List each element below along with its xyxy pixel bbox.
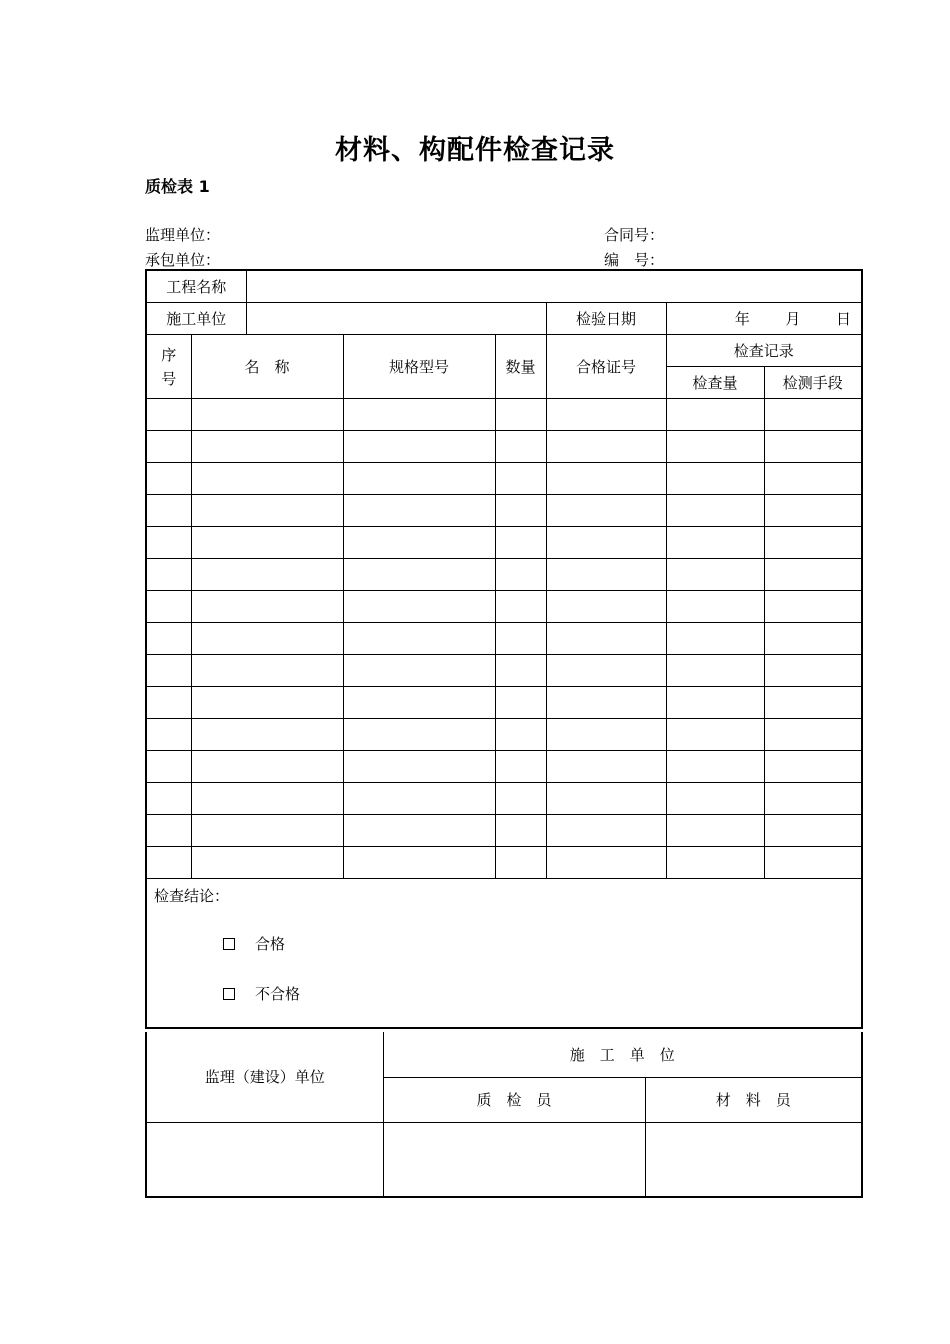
month-label: 月 [785, 310, 801, 328]
inspect-date-field[interactable] [666, 303, 862, 335]
construction-unit-header: 施 工 单 位 [383, 1032, 862, 1077]
table-row [146, 495, 862, 527]
fail-option-label: 不合格 [255, 985, 301, 1003]
col-qty-header: 数量 [495, 335, 546, 399]
inspection-table [145, 269, 863, 1029]
column-header-row-1 [146, 335, 862, 367]
table-cell[interactable] [191, 687, 343, 719]
table-cell[interactable] [546, 719, 666, 751]
day-label: 日 [836, 310, 852, 328]
table-cell[interactable] [546, 559, 666, 591]
fail-option[interactable] [223, 983, 300, 1004]
table-cell[interactable] [191, 815, 343, 847]
col-check-amount-header: 检查量 [666, 367, 764, 399]
table-cell[interactable] [343, 527, 495, 559]
table-cell[interactable] [764, 463, 862, 495]
serial-number-label: 编 号： [604, 251, 665, 269]
table-cell[interactable] [146, 527, 191, 559]
table-cell[interactable] [191, 399, 343, 431]
table-cell[interactable] [764, 815, 862, 847]
col-name-header: 名 称 [191, 335, 343, 399]
table-cell[interactable] [546, 623, 666, 655]
table-cell[interactable] [146, 687, 191, 719]
table-cell[interactable] [495, 463, 546, 495]
checkbox-icon[interactable] [223, 938, 235, 950]
table-cell[interactable] [666, 783, 764, 815]
table-cell[interactable] [764, 687, 862, 719]
table-row [146, 751, 862, 783]
supervisor-unit-label: 监理单位： [145, 226, 221, 244]
table-cell[interactable] [191, 559, 343, 591]
table-cell[interactable] [191, 847, 343, 879]
table-cell[interactable] [495, 559, 546, 591]
table-cell[interactable] [146, 431, 191, 463]
table-cell[interactable] [764, 719, 862, 751]
table-cell[interactable] [191, 783, 343, 815]
table-cell[interactable] [343, 495, 495, 527]
table-cell[interactable] [764, 847, 862, 879]
page-title: 材料、构配件检查记录 [335, 135, 615, 166]
table-row [146, 591, 862, 623]
col-cert-header: 合格证号 [546, 335, 666, 399]
table-cell[interactable] [495, 399, 546, 431]
table-cell[interactable] [191, 655, 343, 687]
table-row [146, 655, 862, 687]
table-cell[interactable] [666, 399, 764, 431]
project-name-label: 工程名称 [146, 270, 246, 303]
table-cell[interactable] [546, 655, 666, 687]
table-cell[interactable] [764, 495, 862, 527]
table-cell[interactable] [343, 783, 495, 815]
material-clerk-header: 材 料 员 [645, 1077, 862, 1122]
table-cell[interactable] [146, 719, 191, 751]
pass-option[interactable] [223, 933, 285, 954]
table-cell[interactable] [495, 591, 546, 623]
table-cell[interactable] [343, 847, 495, 879]
conclusion-row [146, 879, 862, 1029]
table-cell[interactable] [146, 847, 191, 879]
conclusion-label: 检查结论： [154, 887, 230, 905]
table-cell[interactable] [666, 559, 764, 591]
checkbox-icon[interactable] [223, 988, 235, 1000]
table-cell[interactable] [546, 783, 666, 815]
table-cell[interactable] [666, 847, 764, 879]
supervisor-signature-field[interactable] [146, 1122, 383, 1197]
table-cell[interactable] [343, 591, 495, 623]
table-cell[interactable] [546, 591, 666, 623]
table-cell[interactable] [343, 719, 495, 751]
year-label: 年 [734, 310, 750, 328]
table-cell[interactable] [191, 495, 343, 527]
table-cell[interactable] [146, 399, 191, 431]
table-cell[interactable] [666, 431, 764, 463]
table-cell[interactable] [191, 719, 343, 751]
construction-unit-label: 施工单位 [146, 303, 246, 335]
table-cell[interactable] [343, 751, 495, 783]
table-cell[interactable] [666, 623, 764, 655]
table-cell[interactable] [666, 495, 764, 527]
table-cell[interactable] [191, 751, 343, 783]
table-cell[interactable] [343, 655, 495, 687]
table-cell[interactable] [666, 687, 764, 719]
contract-number-label: 合同号： [604, 226, 665, 244]
table-row [146, 719, 862, 751]
signature-field-row [146, 1122, 862, 1197]
table-cell[interactable] [343, 559, 495, 591]
table-cell[interactable] [666, 591, 764, 623]
table-cell[interactable] [495, 655, 546, 687]
table-cell[interactable] [146, 463, 191, 495]
table-row [146, 783, 862, 815]
table-cell[interactable] [495, 495, 546, 527]
table-cell[interactable] [546, 399, 666, 431]
table-cell[interactable] [495, 623, 546, 655]
table-cell[interactable] [191, 431, 343, 463]
table-cell[interactable] [495, 527, 546, 559]
table-cell[interactable] [666, 655, 764, 687]
table-cell[interactable] [495, 687, 546, 719]
table-cell[interactable] [666, 527, 764, 559]
table-cell[interactable] [546, 751, 666, 783]
table-cell[interactable] [146, 815, 191, 847]
pass-option-label: 合格 [255, 935, 286, 953]
table-row [146, 431, 862, 463]
table-cell[interactable] [343, 463, 495, 495]
table-cell[interactable] [666, 463, 764, 495]
table-cell[interactable] [764, 559, 862, 591]
table-cell[interactable] [495, 751, 546, 783]
table-row [146, 687, 862, 719]
table-cell[interactable] [146, 495, 191, 527]
project-name-row [146, 270, 862, 303]
table-cell[interactable] [146, 783, 191, 815]
table-row [146, 399, 862, 431]
table-cell[interactable] [764, 783, 862, 815]
signature-header-row-1 [146, 1032, 862, 1077]
table-cell[interactable] [191, 463, 343, 495]
table-cell[interactable] [666, 751, 764, 783]
table-cell[interactable] [343, 687, 495, 719]
table-row [146, 559, 862, 591]
table-cell[interactable] [495, 719, 546, 751]
table-cell[interactable] [764, 751, 862, 783]
table-cell[interactable] [546, 527, 666, 559]
table-cell[interactable] [666, 719, 764, 751]
table-cell[interactable] [546, 847, 666, 879]
table-cell[interactable] [546, 431, 666, 463]
col-check-method-header: 检测手段 [764, 367, 862, 399]
inspector-signature-field[interactable] [383, 1122, 645, 1197]
project-name-field[interactable] [246, 270, 862, 303]
col-record-header: 检查记录 [666, 335, 862, 367]
table-cell[interactable] [764, 623, 862, 655]
table-cell[interactable] [343, 815, 495, 847]
table-cell[interactable] [495, 815, 546, 847]
table-cell[interactable] [495, 431, 546, 463]
material-clerk-signature-field[interactable] [645, 1122, 862, 1197]
table-row [146, 463, 862, 495]
conclusion-cell [146, 879, 862, 1029]
contractor-unit-label: 承包单位： [145, 251, 221, 269]
construction-unit-row [146, 303, 862, 335]
table-cell[interactable] [764, 655, 862, 687]
table-cell[interactable] [343, 623, 495, 655]
table-cell[interactable] [343, 431, 495, 463]
construction-unit-field[interactable] [246, 303, 546, 335]
inspect-date-label: 检验日期 [546, 303, 666, 335]
table-cell[interactable] [495, 783, 546, 815]
col-seq-char-2: 号 [161, 369, 177, 388]
table-cell[interactable] [666, 815, 764, 847]
table-cell[interactable] [146, 751, 191, 783]
table-cell[interactable] [343, 399, 495, 431]
table-cell[interactable] [546, 815, 666, 847]
table-row [146, 815, 862, 847]
table-cell[interactable] [546, 463, 666, 495]
inspector-header: 质 检 员 [383, 1077, 645, 1122]
table-cell[interactable] [764, 399, 862, 431]
table-cell[interactable] [146, 591, 191, 623]
table-cell[interactable] [191, 591, 343, 623]
table-cell[interactable] [146, 655, 191, 687]
table-row [146, 527, 862, 559]
table-cell[interactable] [546, 495, 666, 527]
table-cell[interactable] [495, 847, 546, 879]
signature-table [145, 1032, 863, 1198]
table-row [146, 847, 862, 879]
table-cell[interactable] [764, 431, 862, 463]
table-cell[interactable] [191, 623, 343, 655]
data-rows [146, 399, 862, 879]
supervisor-unit-header: 监理（建设）单位 [146, 1032, 383, 1122]
table-row [146, 623, 862, 655]
col-seq-header [146, 335, 191, 399]
table-cell[interactable] [546, 687, 666, 719]
table-cell[interactable] [764, 591, 862, 623]
table-cell[interactable] [146, 623, 191, 655]
col-seq-char-1: 序 [161, 345, 177, 364]
col-spec-header: 规格型号 [343, 335, 495, 399]
table-cell[interactable] [191, 527, 343, 559]
table-cell[interactable] [764, 527, 862, 559]
table-cell[interactable] [146, 559, 191, 591]
form-number: 质检表 1 [145, 177, 210, 196]
